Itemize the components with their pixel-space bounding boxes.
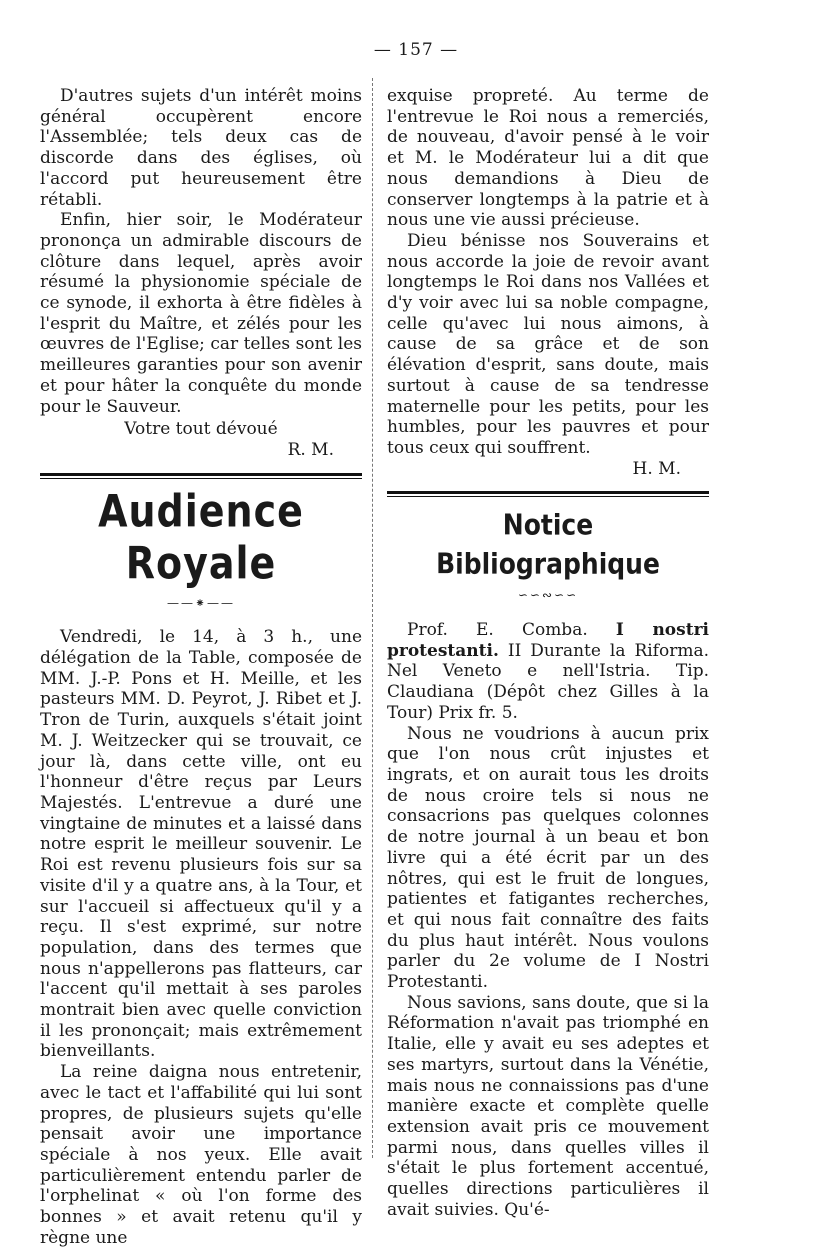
paragraph: Enfin, hier soir, le Modérateur prononça un admirable discours de clôture dans lequel, après avoir résumé la physionomie spéciale de ce synode, il exhorta à être fidèles à l'esprit du Maître, et zélés pour les œuvres de l'Eglise; car telles sont les meilleures garanties pour son avenir et pour hâter la conquête du monde pour le Sauveur. (40, 210, 362, 417)
section-rule (387, 491, 709, 497)
paragraph: D'autres sujets d'un intérêt moins général occupèrent encore l'Assemblée; tels deux cas de discorde dans des églises, où l'accord put heureusement être rétabli. (40, 86, 362, 210)
section-heading: Notice Bibliographique (436, 508, 660, 582)
signature: R. M. (287, 439, 334, 460)
paragraph: exquise propreté. Au terme de l'entrevue le Roi nous a remerciés, de nouveau, d'avoir pensé à le voir et M. le Modérateur lui a dit que nous demandions à Dieu de conserver longtemps à la patrie et à nous une vie aussi précieuse. (387, 86, 709, 231)
paragraph: Nous ne voudrions à aucun prix que l'on nous crût injustes et ingrats, et on aurait tous les droits de nous croire tels si nous ne consacrions pas quelques colonnes de notre journal à un beau et bon livre qui a été écrit par un des nôtres, qui est le fruit de longues, patientes et fatigantes recherches, et qui nous fait connaître des faits du plus haut intérêt. Nous voulons parler du 2e volume de I Nostri Protestanti. (387, 723, 709, 993)
column-divider (372, 78, 374, 1158)
paragraph: Vendredi, le 14, à 3 h., une délégation de la Table, composée de MM. J.-P. Pons et H. Meille, et les pasteurs MM. D. Peyrot, J. Ribet et J. Tron de Turin, auxquels s'était joint M. J. Weitzecker qui se trouvait, ce jour là, dans cette ville, ont eu l'honneur d'être reçus par Leurs Majestés. L'entrevue a duré une vingtaine de minutes et a laissé dans notre esprit le meilleur souvenir. Le Roi est revenu plusieurs fois sur sa visite d'il y a quatre ans, à la Tour, et sur l'accueil si affectueux qu'il y a reçu. Il s'est exprimé, sur notre population, dans des termes que nous n'appellerons pas flatteurs, car l'accent qu'il mettait à ses paroles montrait bien avec quelle conviction il les prononçait; mais extrêmement bienveillants. (40, 627, 362, 1062)
ref-details: II Durante la Riforma. Nel Veneto e nell'Istria. Tip. Claudiana (Dépôt chez Gilles à la Tour) Prix fr. 5. (387, 640, 709, 723)
closing-line: Votre tout dévoué (124, 419, 278, 440)
right-column (387, 86, 709, 1220)
ref-title: I nostri protestanti. (387, 620, 709, 661)
paragraph: La reine daigna nous entretenir, avec le tact et l'affabilité qui lui sont propres, de plusieurs sujets qu'elle pensait avoir une importance spéciale à nos yeux. Elle avait particulièrement entendu parler de l'orphelinat « où l'on forme des bonnes » et avait retenu qu'il y règne une (40, 1062, 362, 1248)
paragraph: Dieu bénisse nos Souverains et nous accorde la joie de revoir avant longtemps le Roi dans nos Vallées et d'y voir avec lui sa noble compagne, celle qu'avec lui nous aimons, à cause de sa grâce et de son élévation d'esprit, sans doute, mais surtout à cause de sa tendresse maternelle pour les petits, pour les humbles, pour les pauvres et pour tous ceux qui souffrent. (387, 230, 709, 458)
left-column (40, 86, 362, 1248)
bibliographic-reference (387, 620, 709, 724)
signature: H. M. (632, 458, 681, 479)
section-rule (40, 473, 362, 479)
paragraph: Nous savions, sans doute, que si la Réformation n'avait pas triomphé en Italie, elle y avait eu ses adeptes et ses martyrs, surtout dans la Vénétie, mais nous ne connaissions pas d'une manière exacte et complète quelle extension avait pris ce mouvement parmi nous, dans quelles villes il s'était le plus fortement accentué, quelles directions particulières il avait suivies. Qu'é- (387, 992, 709, 1220)
ornament: ∽∽∾∽∽ (517, 588, 579, 603)
ref-author: Prof. E. Comba. (407, 620, 588, 641)
ornament: ——⁕—— (166, 595, 236, 610)
section-heading: Audience Royale (98, 484, 304, 589)
page-number: — 157 — (373, 40, 459, 60)
